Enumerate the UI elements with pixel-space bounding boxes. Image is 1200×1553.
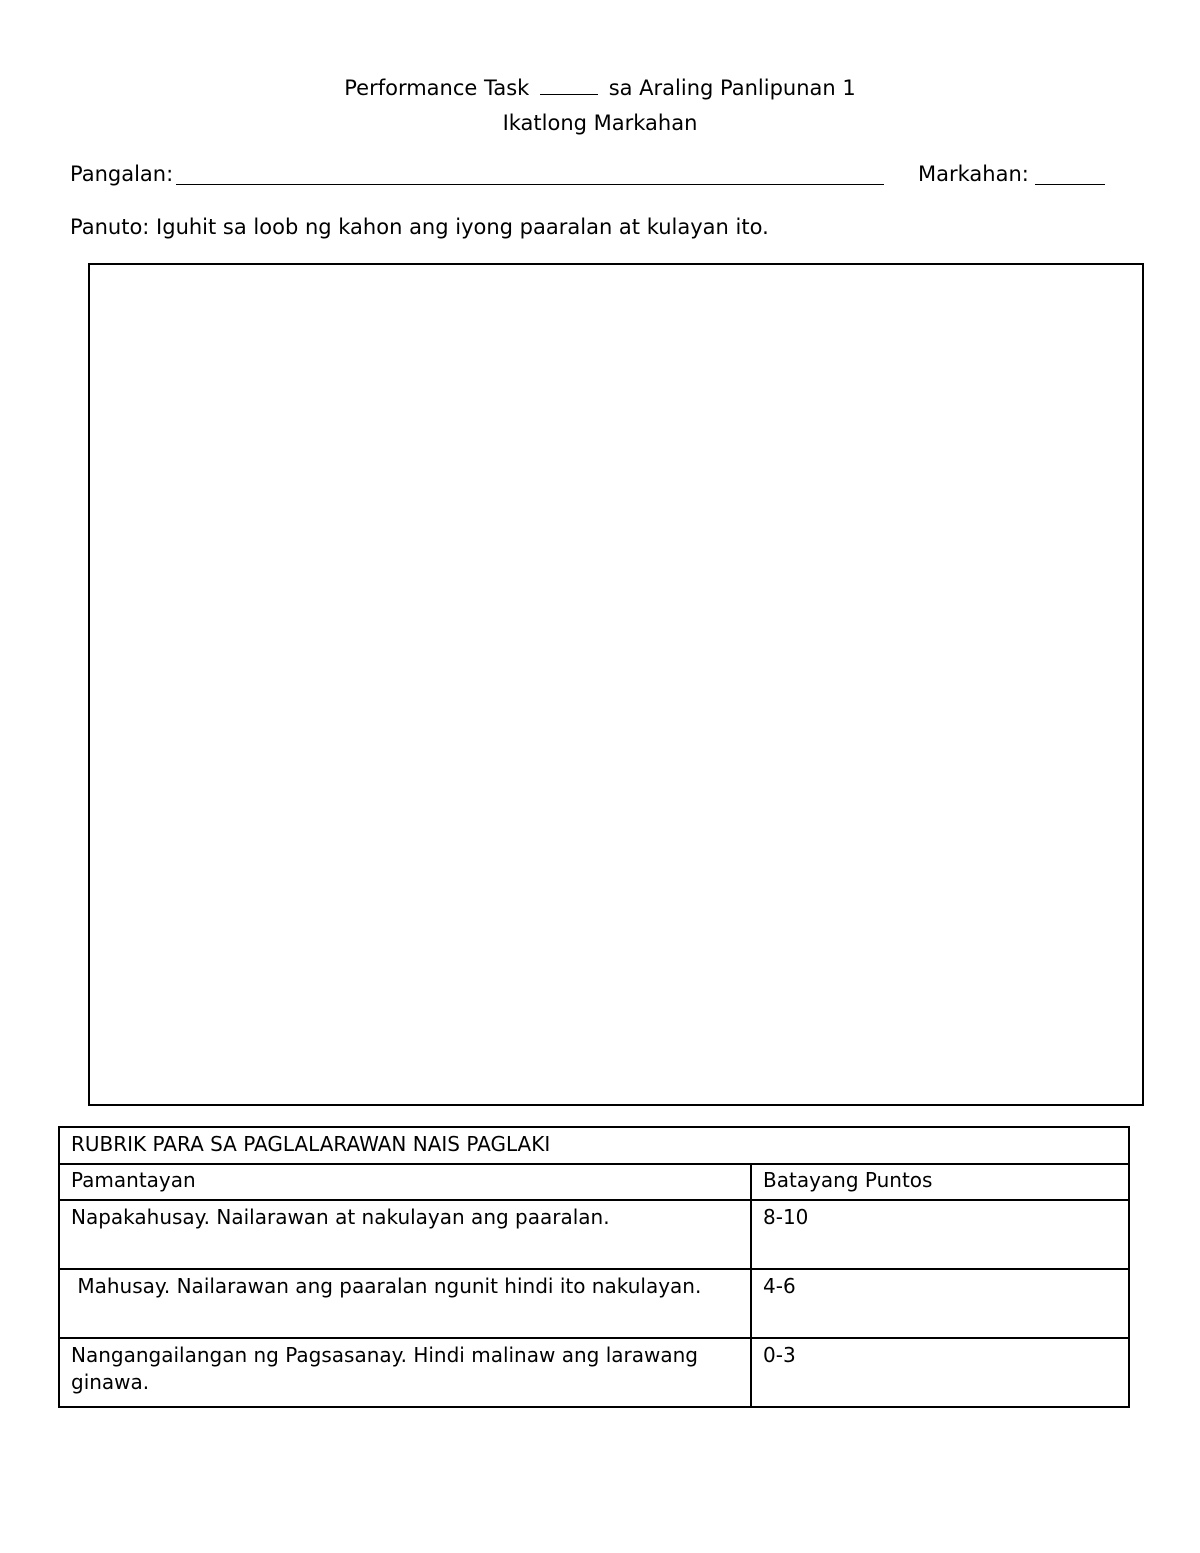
rubric-title: RUBRIK PARA SA PAGLALARAWAN NAIS PAGLAKI — [59, 1127, 1129, 1164]
task-number-blank[interactable] — [540, 76, 598, 95]
instruction-text: Panuto: Iguhit sa loob ng kahon ang iyong paaralan at kulayan ito. — [70, 215, 769, 239]
rubric-criteria-cell: Mahusay. Nailarawan ang paaralan ngunit hindi ito nakulayan. — [59, 1269, 751, 1338]
title-text-part1: Performance Task — [344, 76, 530, 100]
rubric-title-row — [59, 1127, 1129, 1164]
name-field[interactable] — [176, 184, 884, 185]
rubric-header-criteria: Pamantayan — [59, 1164, 751, 1200]
title-text-part2: sa Araling Panlipunan 1 — [608, 76, 856, 100]
rubric-table — [58, 1126, 1130, 1408]
rubric-header-row — [59, 1164, 1129, 1200]
name-grade-row — [70, 159, 1110, 189]
rubric-header-points: Batayang Puntos — [751, 1164, 1129, 1200]
rubric-points-cell: 4-6 — [751, 1269, 1129, 1338]
page-subtitle: Ikatlong Markahan — [502, 111, 698, 135]
table-row — [59, 1269, 1129, 1338]
grade-label: Markahan: — [918, 162, 1029, 186]
table-row — [59, 1338, 1129, 1407]
table-row — [59, 1200, 1129, 1269]
rubric-criteria-cell: Nangangailangan ng Pagsasanay. Hindi malinaw ang larawang ginawa. — [59, 1338, 751, 1407]
rubric-points-cell: 8-10 — [751, 1200, 1129, 1269]
rubric-criteria-cell: Napakahusay. Nailarawan at nakulayan ang paaralan. — [59, 1200, 751, 1269]
name-label: Pangalan: — [70, 162, 174, 186]
drawing-box[interactable] — [88, 263, 1144, 1106]
page-title — [0, 74, 1200, 102]
rubric-points-cell: 0-3 — [751, 1338, 1129, 1407]
grade-field[interactable] — [1035, 184, 1105, 185]
